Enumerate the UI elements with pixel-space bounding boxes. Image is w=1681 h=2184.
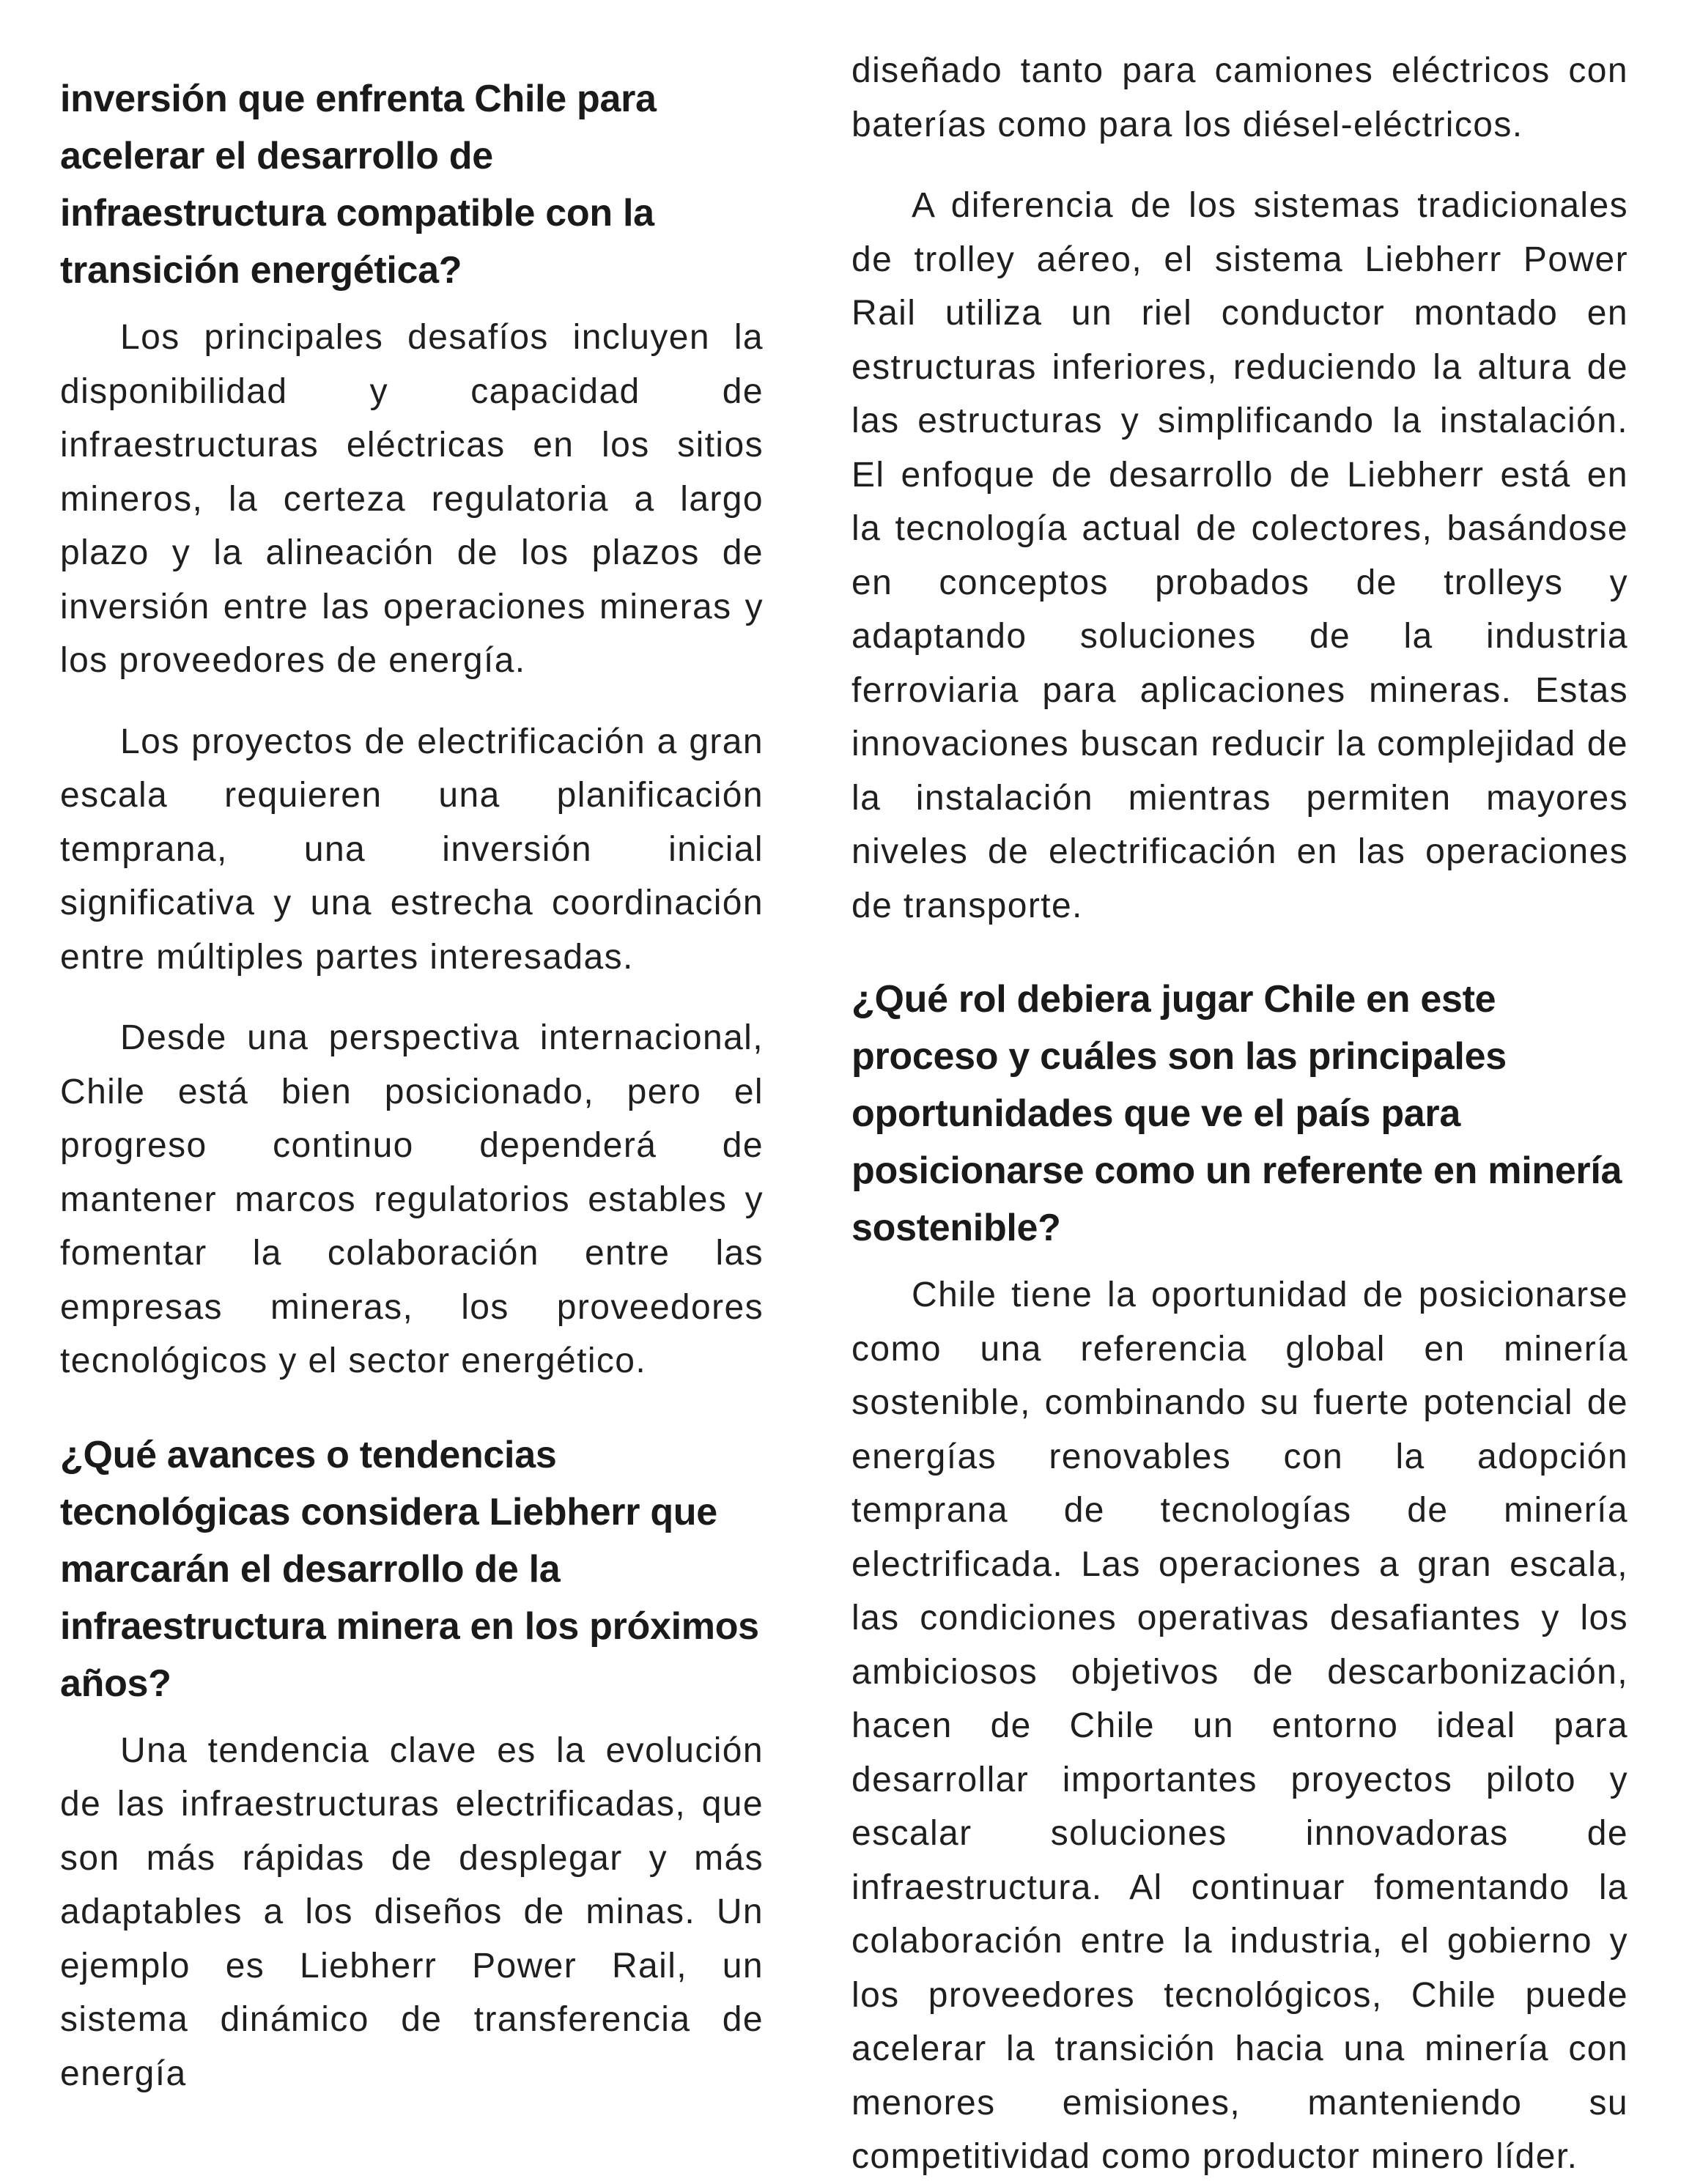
left-column: [60, 44, 764, 2100]
answer-1-paragraph-1: Los principales desafíos incluyen la disponibilidad y capacidad de infraestructuras eléctricas en los sitios mineros, la certeza regulatoria a largo plazo y la alineación de los plazos de inversión entre las operaciones mineras y los proveedores de energía.: [60, 318, 764, 680]
answer-1-paragraph-2: Los proyectos de electrificación a gran escala requieren una planificación temprana, una inversión inicial significativa y una estrecha coordinación entre múltiples partes interesadas.: [60, 722, 764, 977]
right-column: [851, 44, 1628, 2184]
question-2: ¿Qué avances o tendencias tecnológicas considera Liebherr que marcarán el desarrollo de la infraestructura minera en los próximos años?: [60, 1433, 759, 1705]
question-1-continued: inversión que enfrenta Chile para acelerar el desarrollo de infraestructura compatible con la transición energética?: [60, 78, 657, 292]
answer-2-continued: diseñado tanto para camiones eléctricos con baterías como para los diésel-eléctricos.: [851, 51, 1628, 144]
answer-1-paragraph-3: Desde una perspectiva internacional, Chile está bien posicionado, pero el progreso continuo dependerá de mantener marcos regulatorios estables y fomentar la colaboración entre las empresas mineras, los proveedores tecnológicos y el sector energético.: [60, 1018, 764, 1380]
question-3: ¿Qué rol debiera jugar Chile en este proceso y cuáles son las principales oportunidades que ve el país para posicionarse como un referente en minería sostenible?: [851, 978, 1622, 1249]
answer-2-paragraph-2: A diferencia de los sistemas tradicionales de trolley aéreo, el sistema Liebherr Power Rail utiliza un riel conductor montado en estructuras inferiores, reduciendo la altura de las estructuras y simplificando la instalación. El enfoque de desarrollo de Liebherr está en la tecnología actual de colectores, basándose en conceptos probados de trolleys y adaptando soluciones de la industria ferroviaria para aplicaciones mineras. Estas innovaciones buscan reducir la complejidad de la instalación mientras permiten mayores niveles de electrificación en las operaciones de transporte.: [851, 186, 1628, 925]
answer-3: Chile tiene la oportunidad de posicionarse como una referencia global en minería sostenible, combinando su fuerte potencial de energías renovables con la adopción temprana de tecnologías de minería electrificada. Las operaciones a gran escala, las condiciones operativas desafiantes y los ambiciosos objetivos de descarbonización, hacen de Chile un entorno ideal para desarrollar importantes proyectos piloto y escalar soluciones innovadoras de infraestructura. Al continuar fomentando la colaboración entre la industria, el gobierno y los proveedores tecnológicos, Chile puede acelerar la transición hacia una minería con menores emisiones, manteniendo su competitividad como productor minero líder.: [851, 1276, 1628, 2176]
answer-2-start: Una tendencia clave es la evolución de las infraestructuras electrificadas, que son más rápidas de desplegar y más adaptables a los diseños de minas. Un ejemplo es Liebherr Power Rail, un sistema dinámico de transferencia de energía: [60, 1730, 764, 2093]
